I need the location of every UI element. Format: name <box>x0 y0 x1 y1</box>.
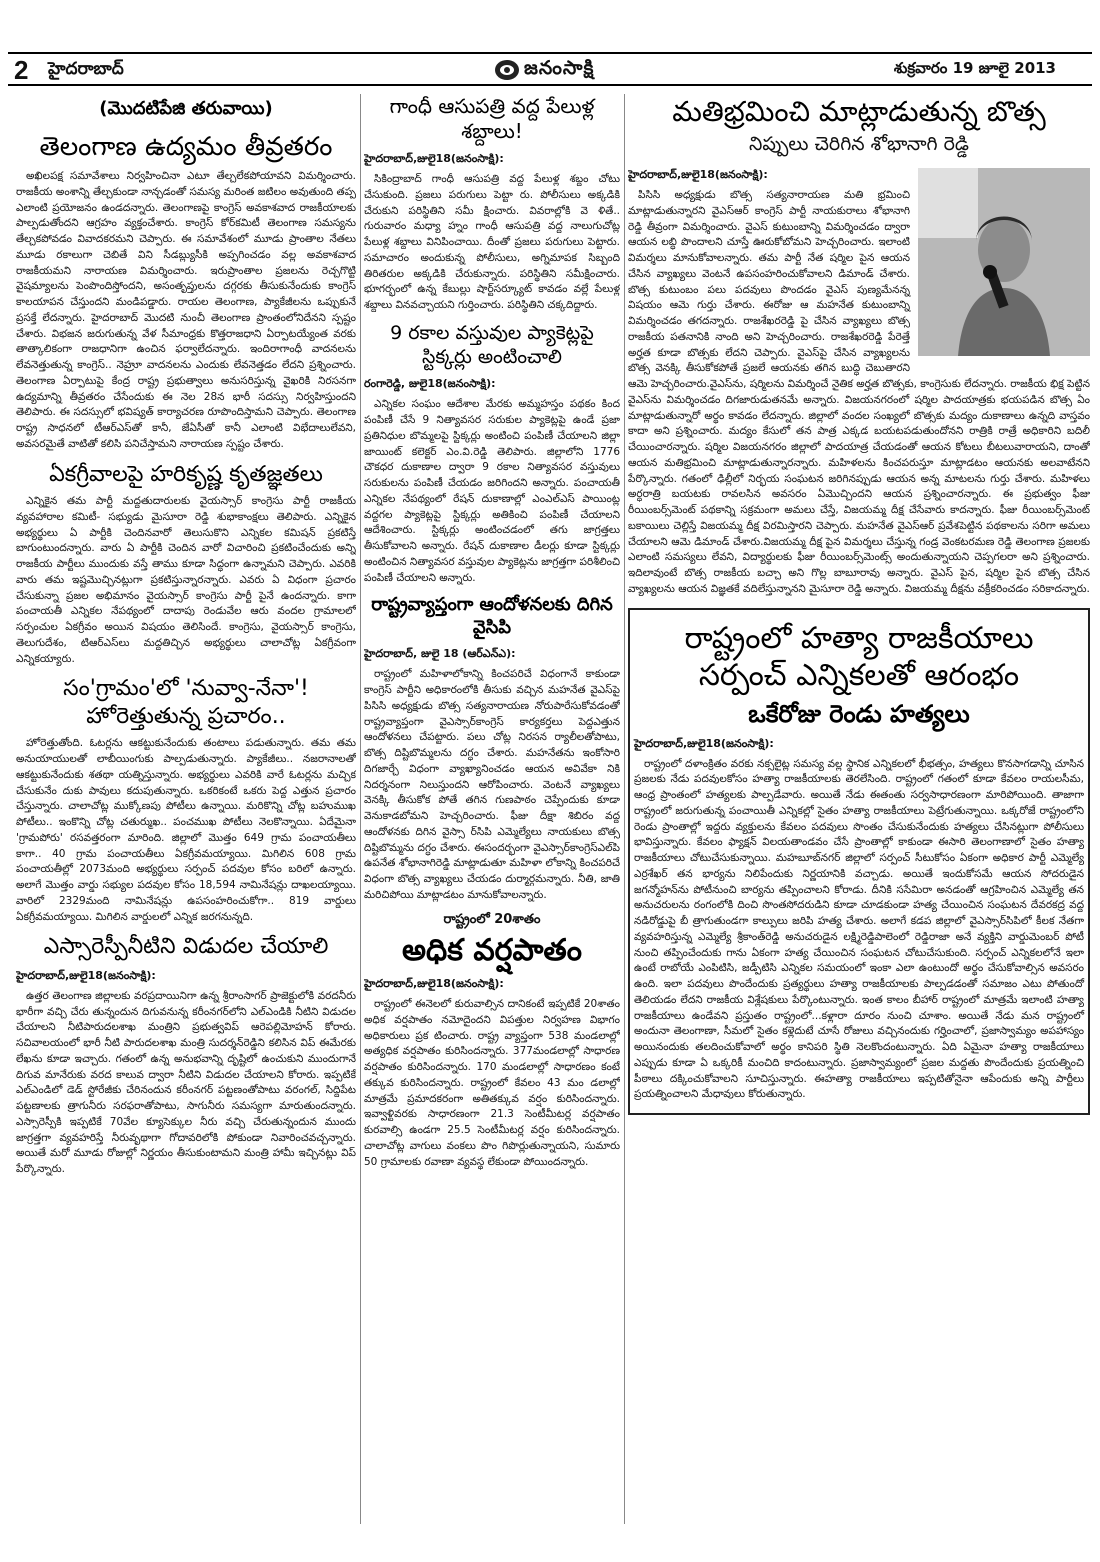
article-headline-second-line: హోరెత్తుతున్న ప్రచారం.. <box>86 703 286 729</box>
column-divider <box>624 94 625 1524</box>
continued-kicker: (మొదటిపేజి తరువాయి) <box>99 98 273 119</box>
article-body: పిసిసి అధ్యక్షుడు బొత్స సత్యనారాయణ మతి భ్రమించి మాట్లాడుతున్నారని వైఎస్‌ఆర్‌ కాంగ్రెస్‌ పార్టీ నాయకురాలు శోభానాగి రెడ్డి తీవ్రంగా విమర్శించారు. వైఎస్‌ కుటుంబాన్ని విమర్శించడం ద్వారా ఆయన లబ్ధి పొందాలని చూస్తే ఊరుకోబోమని హెచ్చరించారు. ఇలాంటి విమర్శలు మానుకోవాలన్నారు. తమ పార్టీ నేత షర్మిల పైన ఆయన చేసిన వ్యాఖ్యలు వెంటనే ఉపసంహరించుకోవాలని డిమాండ్‌ చేశారు. బొత్స కుటుంబం పలు పదవులు పొందడం వైఎస్‌ పుణ్యమేనన్న విషయం ఆమె గుర్తు చేశారు. ఈరోజు ఆ మహనేత కుటుంబాన్ని విమర్శించడం తగదన్నారు. రాజశేఖరరెడ్డి పై చేసిన వ్యాఖ్యలు బొత్స రాజకీయ పతనానికి నాంది అని హెచ్చరించారు. రాజశేఖరరెడ్డి పేరెత్తే అర్హత కూడా బొత్సకు లేదని చెప్పారు. వైఎస్‌పై చేసిన వ్యాఖ్యలను బొత్స వెనక్కి తీసుకోకపోతే ప్రజలే ఆయనకు తగిన బుద్ధి చెబుతారని ఆమె హెచ్చరించారు.వైఎస్‌ను, షర్మిలను విమర్శించే నైతిక అర్హత బొత్సకు, కాంగ్రెసుకు లేదన్నారు. రాజకీయ భిక్ష పెట్టిన వైఎస్‌ను విమర్శించడం దిగజారుడుతనమే అన్నారు. విజయనగరంలో షర్మిల పాదయాత్రకు భయపడిన బొత్స ఏం మాట్లాడుతున్నారో అర్థం కావడం లేదన్నారు. జిల్లాలో వందల సంఖ్యలో బొత్సకు మద్యం దుకాణాలు ఉన్నది వాస్తవం కాదా అని ప్రశ్నించారు. మద్యం కేసులో తన పాత్ర ఎక్కడ బయటపడుతుందోనని రాత్రికి రాత్రే అధికారిని బదిలీ చేయించారన్నారు. షర్మిల విజయనగరం జిల్లాలో పాదయాత్ర చేయడంతో ఆయన కోటలు బీటలువారాయని, దాంతో ఆయన మతిభ్రమించి మాట్లాడుతున్నారన్నారు. మహిళలను కించపరుస్తూ మాట్లాడటం ఆయనకు అలవాటేనని పేర్కొన్నారు. గతంలో ఢిల్లీలో నిర్భయ సంఘటన జరిగినప్పుడు ఆయన అన్న మాటలను గుర్తు చేశారు. మహిళలు అర్ధరాత్రి బయటకు రావలసిన అవసరం ఏమొచ్చిందని ఆయన ప్రశ్నించారన్నారు. ఈ ప్రభుత్వం ఫీజు రీయింబర్స్‌మెంట్‌ పథకాన్ని సక్రమంగా అమలు చేస్తే, విజయమ్మ దీక్ష చేసేవారు కాదన్నారు. ఫీజు రీయింబర్స్‌మెంట్‌ బకాయిలు చెల్లిస్తే విజయమ్మ దీక్ష విరమిస్తారని చెప్పారు. మహనేత వైఎస్‌ఆర్‌ ప్రవేశపెట్టిన పథకాలను సరిగా అమలు చేయాలని ఆమె డిమాండ్‌ చేశారు.విజయమ్మ దీక్ష పైన విమర్శలు చేస్తున్న గండ్ర వెంకటరమణ రెడ్డి తెలంగాణ ప్రజలకు ఎలాంటి సమస్యలు లేవని, విద్యార్థులకు ఫీజు రీయింబర్స్‌మెంట్స్‌ అందుతున్నాయని చెప్పగలరా అని ప్రశ్నించారు. ఇదిలావుంటే బొత్స రాజకీయ బచ్చా అని గొల్ల బాబూరావు అన్నారు. వైఎస్‌ పైన, షర్మిల పైన బొత్స చేసిన వ్యాఖ్యలను ఆయన విజ్ఞతకే వదిలేస్తున్నానని మైసూరా రెడ్డి అన్నారు. విజయమ్మ దీక్షను వక్రీకరించడం సరికాదన్నారు. <box>628 189 1090 595</box>
article-body: ఎన్నికైన తమ పార్టీ మద్దతుదారులకు వైయస్సార్‌ కాంగ్రెసు పార్టీ రాజకీయ వ్యవహారాల కమిటీ- సభ్యుడు మైసూరా రెడ్డి శుభాకాంక్షలు తెలిపారు. ఎన్నికైన అభ్యర్థులు ఏ పార్టీకి చెందినవారో తెలుసుకొని ఎన్నికల కమిషన్‌ ప్రకటిస్తే బాగుంటుందన్నారు. వారు ఏ పార్టీకి చెందిన వారో విచారించి ప్రకటించేందుకు అన్ని రాజకీయ పార్టీలు ముందుకు వస్తే తాము కూడా సిద్ధంగా ఉన్నామని చెప్పారు. ఎవరికి వారు తమ ఇష్టమొచ్చినట్లుగా ప్రకటిస్తున్నారన్నారు. ఎవరు ఏ విధంగా ప్రచారం చేసుకున్నా ప్రజల అభిమానం వైయస్సార్‌ కాంగ్రెసు పార్టీ పైనే ఉందన్నారు. కాగా పంచాయతీ ఎన్నికల నేపథ్యంలో దాదాపు రెండువేల ఆరు వందల గ్రామాలలో సర్పంచుల ఏకగ్రీవం అయిన విషయం తెలిసిందే. కాంగ్రెసు, వైయస్సార్‌ కాంగ్రెసు, తెలుగుదేశం, టిఆర్‌ఎస్‌లు మద్దతిచ్చిన అభ్యర్థులు చాలాచోట్ల ఏకగ్రీవంగా ఎన్నికయ్యారు. <box>16 495 356 665</box>
article-botsa-criticism <box>628 94 1090 598</box>
article-village-campaign <box>16 675 356 925</box>
section-city: హైదరాబాద్‌ <box>48 59 124 79</box>
column-right <box>628 94 1090 1121</box>
article-ycp-protests <box>364 594 620 903</box>
article-excess-rainfall <box>364 912 620 1171</box>
article-dateline: హైదరాబాద్‌,జులై18(జనంసాక్షి): <box>628 168 768 181</box>
article-headline: రాష్ట్రంలో హత్యా రాజకీయాలు <box>684 620 1034 656</box>
article-srsp-water <box>16 933 356 1178</box>
article-ration-stickers <box>364 322 620 587</box>
article-headline-second-line: సర్పంచ్‌ ఎన్నికలతో ఆరంభం <box>698 658 1020 693</box>
article-headline: ఏకగ్రీవాలపై హరికృష్ణ కృతజ్ఞతలు <box>49 461 323 487</box>
article-headline: 9 రకాల వస్తువుల ప్యాకెట్లపై స్టిక్కర్లు అంటించాలి <box>390 321 594 368</box>
article-subheadline: ఒకేరోజు రెండు హత్యలు <box>748 699 970 728</box>
logo-text: జనంసాక్షి <box>524 56 595 79</box>
article-headline: సం'గ్రామం'లో 'నువ్వా-నేనా'! <box>63 676 309 702</box>
article-dateline: హైదరాబాద్‌,జులై18(జనంసాక్షి): <box>16 968 156 982</box>
article-dateline: రంగారెడ్డి, జులై18(జనంసాక్షి): <box>364 377 496 391</box>
article-dateline: హైదరాబాద్‌,జులై18(జనంసాక్షి): <box>634 736 774 750</box>
column-left <box>16 94 356 1186</box>
article-gandhi-hospital-blasts <box>364 94 620 314</box>
speaker-photo <box>918 168 1090 356</box>
article-kicker: రాష్ట్రంలో 20శాతం <box>443 911 541 927</box>
article-body: ఎన్నికల సంఘం ఆదేశాల మేరకు అమ్మహస్తం పథకం కింద పంపిణీ చేసే 9 నిత్యావసర సరుకుల ప్యాకెట్లపై ఉండే ప్రజా ప్రతినిధుల బొమ్మలపై స్టిక్కర్లు అంటించి పంపిణీ చేయాలని జిల్లా జాయింట్‌ కలెక్టర్‌ ఎం.వి.రెడ్డి తెలిపారు. జిల్లాలోని 1776 చౌకధర దుకాణాల ద్వారా 9 రకాల నిత్యావసర వస్తువులు సరుకులను పంపిణీ చేయడం జరిగిందని అన్నారు. పంచాయతీ ఎన్నికల నేపథ్యంలో రేషన్‌ దుకాణాల్లో ఎంఎల్‌ఎస్‌ పాయింట్ల వద్దగల ప్యాకెట్లపై స్టిక్కర్లు అతికించి పంపిణీ చేయాలని ఆదేశించారు. స్టిక్కర్లు అంటించడంలో తగు జాగ్రత్తలు తీసుకోవాలని అన్నారు. రేషన్‌ దుకాణాల డీలర్లు కూడా స్టిక్కర్లు అంటించిన నిత్యావసర వస్తువుల ప్యాకెట్లను జాగ్రత్తగా పరిశీలించి పంపిణీ చేయాలని అన్నారు. <box>364 398 620 584</box>
article-body: రాష్ట్రంలో మహిళాలోకాన్ని కించపరిచే విధంగానే కాకుండా కాంగ్రెస్‌ పార్టీని అధికారంలోకి తీసుకు వచ్చిన మహనేత వైఎస్‌పై పిసిసి అధ్యక్షుడు బొత్స సత్యనారాయణ నోరుపారేసుకోవడంతో రాష్ట్రవ్యాప్తంగా వైఎస్సార్‌కాంగ్రెస్‌ కార్యకర్తలు పెద్దఎత్తున ఆందోళనలు చేపట్టారు. పలు చోట్ల నిరసన ర్యాలీలతోపాటు, బొత్స దిష్టిబొమ్మలను దగ్ధం చేశారు. మహనేతను ఇంకోసారి దిగజార్చే విధంగా వ్యాఖ్యానించడం ఆయన అవివేకా నికి నిదర్శనంగా నిలుస్తుందని ఆరోపించారు. వెంటనే వ్యాఖ్యలు వెనక్కి తీసుకోక పోతే తగిన గుణపాఠం చెప్పేందుకు కూడా వెనుకాడబోమని హెచ్చరించారు. ఫీజు దీక్షా శిబిరం వద్ద ఆందోళనకు దిగిన వైస్సా ర్‌సిపి ఎమ్మెల్యేలు నాయకులు బొత్స దిష్టిబొమ్మను దగ్ధం చేశారు. ఈసందర్భంగా వైఎస్సార్‌కాంగ్రెస్‌ఎల్‌పి ఉపనేత శోభానాగిరెడ్డి మాట్లాడుతూ మహిళా లోకాన్ని కించపరిచే విధంగా బొత్స వ్యాఖ్యలు చేయడం దుర్మార్గమన్నారు. నీతి, జాతి మరిచిపోయి మాట్లాడటం మానుకోవాలన్నారు. <box>364 668 620 901</box>
article-body: అఖిలపక్ష సమావేశాలు నిర్వహించినా ఎటూ తేల్చలేకపోయావని విమర్శించారు. రాజకీయ అంశాన్ని తేల్చకుండా నాన్చడంతో సమస్య మరింత జటిలం అవుతుంది తప్ప ఎలాంటి ప్రయోజనం ఉండదన్నారు. తెలంగాణపై కాంగ్రెస్‌ అవకాశవాద రాజకీయాలకు పాల్పడుతోందని ఆగ్రహం వ్యక్తంచేశారు. కాంగ్రెస్‌ కోర్‌కమిటీ తెలంగాణ సమస్యను తేల్చకపోవడం వివాదకరమని చెప్పారు. ఈ సమావేశంలో మూడు ప్రాంతాల నేతలు మూడు రకాలుగా చెబితే విని సీడబ్ల్యుసీకి అప్పగించడం వల్ల అవకాశవాద రాజకీయమని నారాయణ విమర్శించారు. ఇరుప్రాంతాల ప్రజలను రెచ్చగొట్టి వైషమ్యాలను పెంపొందిస్తోందని, అసంతృప్తులను దగ్గరకు తీసుకునేందుకు కాంగ్రెస్‌ కాలయాపన చేస్తుందని మండిపడ్డారు. రాయల తెలంగాణ, ప్యాకేజీలను ఒప్పుకునే ప్రసక్తే లేదన్నారు. హైదరాబాద్‌ మొదటి నుంచీ తెలంగాణ ప్రాంతంలోనిదేనని స్పష్టం చేశారు. విభజన జరుగుతున్న వేళ సీమాంధ్రకు కొత్తరాజధాని ఏర్పాటయ్యేంత వరకు తాత్కాలికంగా రాజధానిగా ఉంచిన ఫర్వాలేదన్నారు. ఇందిరాగాంధీ వాదనలను లేవనెత్తుతున్న కాంగ్రెస్‌.. నెహ్రూ వాదనలను ఎందుకు లేవనెత్తడం లేదని ప్రశ్నించారు. తెలంగాణ ఏర్పాటుపై కేంద్ర రాష్ట్ర ప్రభుత్వాలు అనుసరిస్తున్న వైఖరికి నిరసనగా ఉద్యమాన్ని తీవ్రతరం చేసేందుకు ఈ నెల 28న భారీ సదస్సు నిర్వహిస్తుందని తెలిపారు. ఈ సదస్సులో భవిష్యత్‌ కార్యాచరణ రూపొందిస్తామని చెప్పారు. తెలంగాణ రాష్ట్ర సాధనలో టీఆర్‌ఎస్‌తో కానీ, జేఏసీతో కానీ ఎలాంటి విభేదాలులేవని, అవసరమైతే వాటితో కలిసి పనిచేస్తామని నారాయణ స్పష్టం చేశారు. <box>16 170 356 450</box>
article-dateline: హైదరాబాద్‌,జులై18(జనంసాక్షి): <box>364 152 504 165</box>
column-divider <box>360 94 361 1524</box>
column-middle <box>364 94 620 1178</box>
newspaper-logo <box>494 57 594 83</box>
article-headline: మతిభ్రమించి మాట్లాడుతున్న బొత్స <box>672 95 1046 128</box>
article-headline: గాంధీ ఆసుపత్రి వద్ద పేలుళ్ల శబ్దాలు! <box>389 94 595 143</box>
article-body: ఉత్తర తెలంగాణ జిల్లాలకు వరప్రదాయినిగా ఉన్న శ్రీరాంసాగర్‌ ప్రాజెక్టులోకి వరదనీరు భారీగా వచ్చి చేరు తున్నందున దిగువనున్న కరీంనగర్‌లోని ఎల్‌ఎండికి నీటిని విడుదల చేయాలని నీటిపారుదలశాఖ మంత్రిని ప్రభుత్వవిప్‌ ఆరెపల్లిమోహన్‌ కోరారు. సచివాలయంలో భారీ నీటి పారుదలశాఖ మంత్రి సుదర్శన్‌రెడ్డిని కలిసిన విప్‌ ఈమేరకు లేఖను కూడా ఇచ్చారు. గతంలో ఉన్న అనుభవాన్ని దృష్టిలో ఉంచుకుని ముందుగానే దిగువ మానేరుకు వరద కాలువ ద్వారా నీటిని విడుదల చేయాలని కోరారు. ఇప్పటికే ఎల్‌ఎండిలో డెడ్‌ స్టోరేజీకు చేరినందున కరీంనగర్‌ పట్టణంతోపాటు వరంగల్‌, సిద్దిపేట పట్టణాలకు త్రాగునీరు సరఫరాతోపాటు, సాగునీరు సమస్యగా మారుతుందన్నారు. ఎస్సారెస్పీకి ఇప్పటికే 70వేల క్యూసెక్కుల నీరు వచ్చి చేరుతున్నందున ముందు జాగ్రత్తగా వ్యవహరిస్తే నీరువృథాగా గోదావరిలోకి పోకుండా నివారించవచ్చన్నారు. అయితే మరో మూడు రోజుల్లో నిర్ణయం తీసుకుంటామని మంత్రి హామీ ఇచ్చినట్లు విప్‌ పేర్కొన్నారు. <box>16 989 356 1175</box>
page-number: 2 <box>14 55 29 85</box>
article-dateline: హైదరాబాద్‌,జులై18(జనంసాక్షి): <box>364 977 504 990</box>
article-dateline: హైదరాబాద్‌, జులై 18 (ఆర్‌ఎన్‌ఎ): <box>364 647 516 661</box>
article-headline: తెలంగాణ ఉద్యమం తీవ్రతరం <box>39 131 333 162</box>
article-harikrishna-thanks <box>16 461 356 668</box>
logo-emblem-icon <box>494 58 520 82</box>
article-telangana-movement <box>16 131 356 453</box>
article-headline: ఎస్సారెస్పీనీటిని విడుదల చేయాలి <box>43 934 329 960</box>
article-body: సికింద్రాబాద్‌ గాంధీ ఆసుపత్రి వద్ద పేలుళ్ల శబ్దం చోటు చేసుకుంది. ప్రజలు పరుగులు పెట్టా రు. పోలీసులు అక్కడికి చేరుకుని పరిస్థితిని సమీ క్షించారు. వివరాల్లోకి వె ళితే.. గురువారం మధ్యా హ్నం గాంధీ ఆసుపత్రి వద్ద నాలుగుచోట్ల పేలుళ్ల శబ్దాలు వినిపించాయి. దీంతో ప్రజలు పరుగులు పెట్టారు. సమాచారం అందుకున్న పోలీసులు, అగ్నిమాపక సిబ్బంది తిరితరుల అక్కడికి చేరుకున్నారు. పరిస్థితిని సమీక్షించారు. భూగర్భంలో ఉన్న కేబుల్లు షార్ట్‌సర్క్యూట్‌ కావడం వల్లే పేలుళ్ల శబ్దాలు వినవచ్చాయని గుర్తించారు. పరిస్థితిని చక్కదిద్దారు. <box>364 173 620 311</box>
article-subheadline: నిప్పులు చెరిగిన శోభానాగి రెడ్డి <box>749 133 969 155</box>
article-body: హోరెత్తుతోంది. ఓటర్లను ఆకట్టుకునేందుకు తంటాలు పడుతున్నారు. తమ తమ అనుయాయులతో లాబీయింగుకు పాల్పడుతున్నారు. ప్యాకేజీలు.. నజరానాలతో ఆకట్టుకునేందుకు శతథా యత్నిస్తున్నారు. అభ్యర్థులు ఎవరికి వారే ఓటర్లను మచ్చిక చేసుకునేం దుకు పావులు కదుపుతున్నారు. ఒకరికంటే ఒకరు పెద్ద ఎత్తున ప్రచారం చేస్తున్నారు. చాలాచోట్ల ముక్కోణపు పోటీలు ఉన్నాయి. మరికొన్ని చోట్ల బహుముఖ పోటీలు.. ఇంకొన్ని చోట్ల చతుర్ముఖ.. పంచముఖ పోటీలు నెలకొన్నాయి. ఏదేమైనా 'గ్రామపోరు' రసవత్తరంగా మారింది. జిల్లాలో మొత్తం 649 గ్రామ పంచాయతీలు కాగా.. 40 గ్రామ పంచాయతీలు ఏకగ్రీవమయ్యాయి. మిగిలిన 608 గ్రామ పంచాయతీల్లో 2073మంది అభ్యర్థులు సర్పంచ్‌ పదవుల కోసం బరిలో ఉన్నారు. అలాగే మొత్తం వార్డు సభ్యుల పదవుల కోసం 18,594 నామినేషన్లు దాఖలయ్యాయి. వారిలో 2329మంది నామినేషన్లు ఉపసంహరించుకోగా.. 819 వార్డులు ఏకగ్రీవమయ్యాయి. మిగిలిన వార్డులలో ఎన్నిక జరగనున్నది. <box>16 737 356 923</box>
publication-date: శుక్రవారం 19 జూలై 2013 <box>893 59 1056 77</box>
page-masthead <box>8 52 1092 86</box>
article-body: రాష్ట్రంలో ఈనెలలో కురువాల్సిన దానికంటే ఇప్పటికే 20శాతం అధిక వర్షపాతం నమోదైందని విపత్తుల నిర్వహణ విభాగం అధికారులు ప్రక టించారు. రాష్ట్ర వ్యాప్తంగా 538 మండలాల్లో అత్యధిక వర్షపాతం కురిసిందన్నారు. 377మండలాల్లో సాధారణ వర్షపాతం కురిసిందన్నారు. 170 మండలాల్లో సాధారణం కంటే తక్కువ కురిసిందన్నారు. రాష్ట్రంలో కేవలం 43 మం డలాల్లో మాత్రమే ప్రమాదకరంగా అతితక్కువ వర్షం కురిసిందన్నారు. ఇవ్వాళ్టివరకు సాధారణంగా 21.3 సెంటీమీటర్ల వర్షపాతం కురవాల్సి ఉండగా 25.5 సెంటీమీటర్ల వర్షం కురిసిందన్నారు. చాలాచోట్ల వాగులు వంకలు పొం గిపొర్లుతున్నాయని, సుమారు 50 గ్రామాలకు రవాణా వ్యవస్థ లేకుండా పోయిందన్నారు. <box>364 998 620 1168</box>
article-headline: అధిక వర్షపాతం <box>402 932 582 968</box>
article-murder-politics <box>628 608 1090 1116</box>
article-headline: రాష్ట్రవ్యాప్తంగా ఆందోళనలకు దిగిన వైసిపి <box>371 594 613 638</box>
article-body: రాష్ట్రంలో దళాంక్రితం వరకు నక్సలైట్ల సమస్య వల్ల స్థానిక ఎన్నికలలో భీభత్సం, హత్యలు కొనసాగడాన్ని చూసిన ప్రజలకు నేడు పదవులకోసం హత్యా రాజకీయాలకు తెరలేసింది. రాష్ట్రంలో గతంలో కూడా కేవలం రాయలసీమ, ఆంధ్ర ప్రాంతంలో హత్యలకు పాల్పడేవారు. అయితే నేడు ఈతంతు సర్వసాధారణంగా మారిపోయింది. తాజాగా రాష్ట్రంలో జరుగుతున్న పంచాయితీ ఎన్నికల్లో సైతం హత్యా రాజకీయాలు పెట్రేగుతున్నాయి. ఒక్కరోజే రాష్ట్రంలోని రెండు ప్రాంతాల్లో ఇద్దరు వ్యక్తులను కేవలం పదవులు సొంతం చేసుకునేందుకు హత్యలు చేసినట్లుగా పోలీసులు భావిస్తున్నారు. కేవలం ఫ్యాక్షన్‌ విలయతాండవం చేసే ప్రాంతాల్లో కాకుండా ఈసారి తెలంగాణాలో సైతం హత్యా రాజకీయాలు చోటుచేసుకున్నాయి. మహబూబ్‌నగర్‌ జిల్లాలో సర్పంచ్‌ సీటుకోసం ఏకంగా అధికార పార్టీ ఎమ్మెల్యే ఎర్రశేఖర్‌ తన భార్యను నిలిపేందుకు నిర్ణయానికి వచ్చాడు. అయితే ఇందుకోసమే ఆయన సోదరుడైన జగన్మోహన్‌ను పోటీనుంచి బార్యను తప్పించాలని కోరాడు. దీనికి ససేమిరా అనడంతో ఆగ్రహించిన ఎమ్మెల్యే తన అనుచరులను రంగంలోకి దించి సొంతసోదరుడిని కూడా చూడకుండా హత్య చేయించిన సంఘటన దేవరకద్ర వద్ద నడిరోడ్డుపై బీ త్రాగుతుండగా కాల్పులు జరిపి హత్య చేశారు. అలాగే కడప జిల్లాలో వైఎస్సార్‌సిపిలో కీలక నేతగా వ్యవహరిస్తున్న ఎమ్మెల్యే శ్రీకాంత్‌రెడ్డి అనుచరుడైన లక్ష్మిరెడ్డిపాలెంలో రెడ్డిరాజా అనే వ్యక్తిని వార్డుమెంబర్‌ పోటీ నుంచి తప్పించేందుకు గాను ఏకంగా హత్య చేయించిన సంఘటన చోటుచేసుకుంది. సర్పంచ్‌ ఎన్నికలలోనే ఇలా ఉంటే రాబోయే ఎంపిటిసి, జడ్పీటిసి ఎన్నికల సమయంలో ఇంకా ఎలా ఉంటుందో అర్థం చేసుకోవాల్సిన అవసరం ఉంది. ఇలా పదవులు పొందేందుకు ప్రత్యర్థులు హత్యా రాజకీయాలకు పాల్పడడంతో సమాజం ఎటు పోతుందో తెలియడం లేదని రాజకీయ విశ్లేషకులు పేర్కొంటున్నారు. ఇంత కాలం బీహార్‌ రాష్ట్రంలో మాత్రమే ఇలాంటి హత్యా రాజకీయాలు ఉండేవని ప్రస్తుతం రాష్ట్రంలో...కళ్లారా దూరం నుంచి చూశాం. అయితే నేడు మన రాష్ట్రంలో అందునా తెలంగాణా, సీమలో సైతం కళ్లెదుటే చూసే రోజులు వచ్చినందుకు గర్హించాలో, ప్రజాస్వామ్యం అపహాస్యం అయినందుకు తలదించుకోవాలో అర్థం కానిపరి స్థితి నెలకొందంటున్నారు. ఏది ఏమైనా హత్యా రాజకీయాలు ఎప్పుడు కూడా ఏ ఒక్కరికీ మంచిది కాదంటున్నారు. ప్రజాస్వామ్యంలో ప్రజల మద్దతు పొందేందుకు ప్రయత్నించి పీఠాలు దక్కించుకోవాలని సూచిస్తున్నారు. ఈహత్యా రాజకీయాలు ఇప్పటితోనైనా ఆపేందుకు అన్ని పార్టీలు ప్రయత్నించాలని మేధావులు కోరుతున్నారు. <box>634 757 1084 1101</box>
